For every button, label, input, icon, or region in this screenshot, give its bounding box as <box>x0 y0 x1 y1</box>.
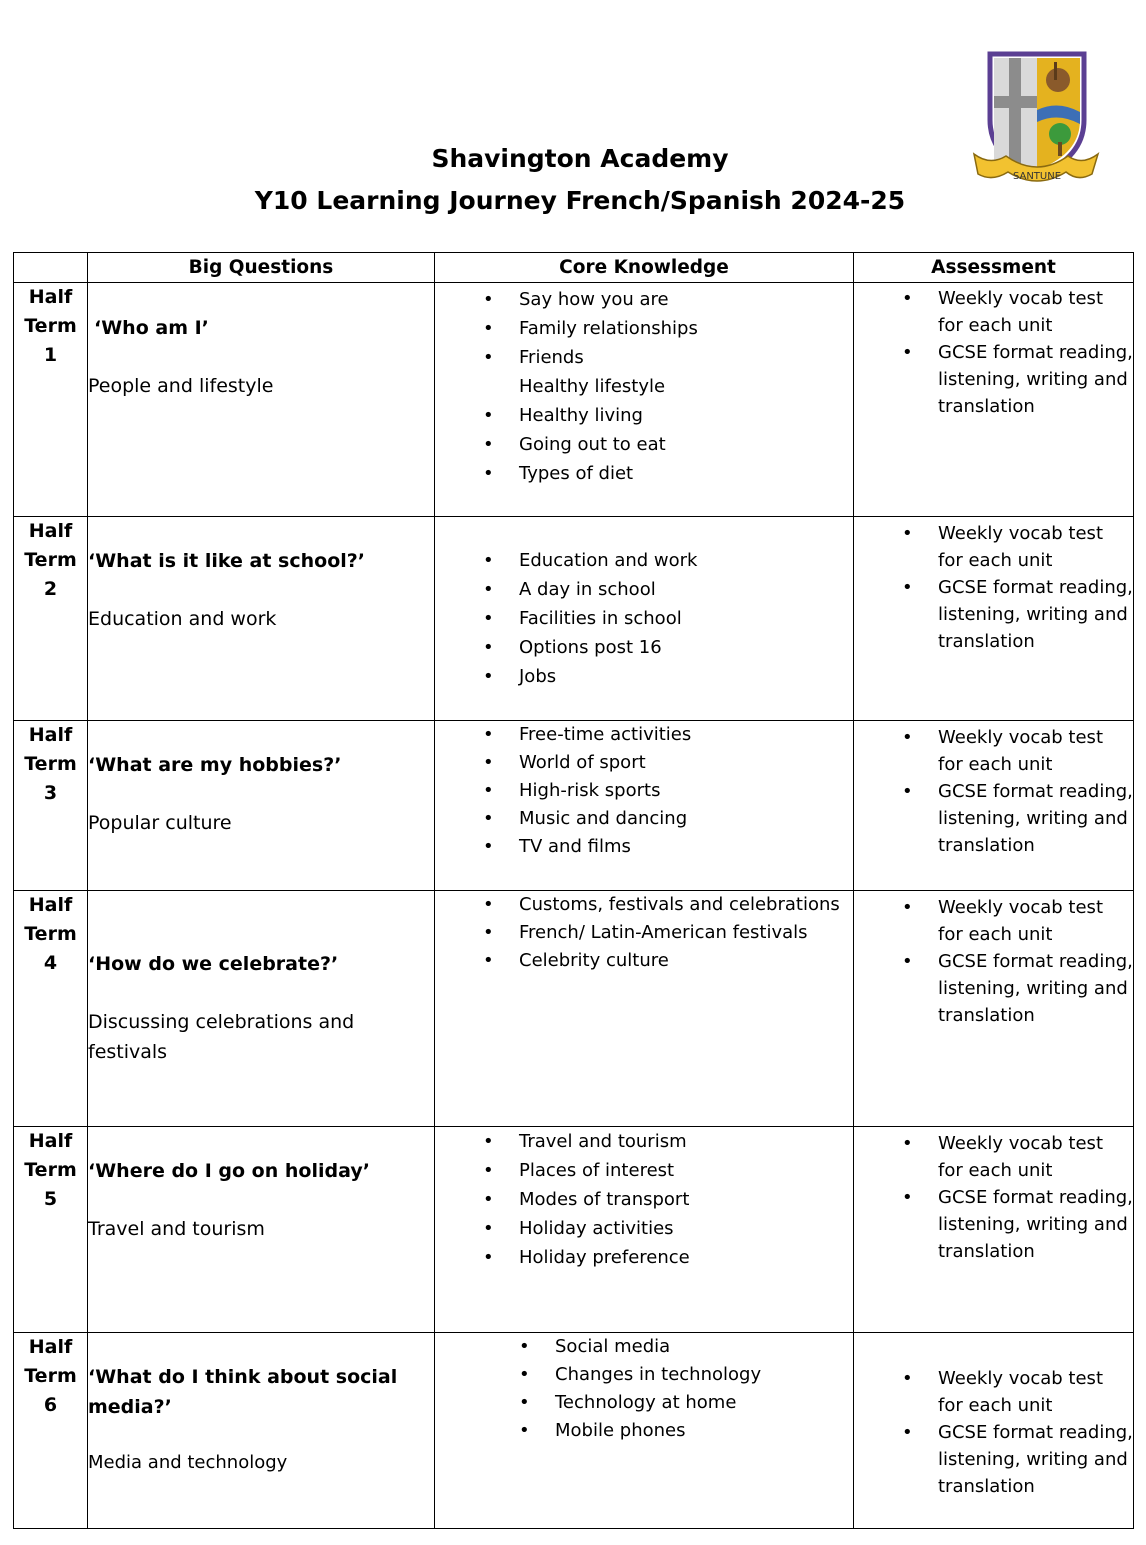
list-item: • Weekly vocab test for each unit <box>854 1365 1133 1419</box>
topic: People and lifestyle <box>88 375 274 397</box>
list-item: • Holiday preference <box>435 1243 853 1272</box>
list-item: • GCSE format reading, listening, writing and translation <box>854 778 1133 859</box>
list-item: • Healthy living <box>435 401 853 430</box>
half-term-label: Half Term 6 <box>14 1333 88 1529</box>
list-item: • Say how you are <box>435 285 853 314</box>
big-question-cell <box>88 1333 435 1529</box>
table-row <box>14 891 1134 1127</box>
crest-motto: SANTUNE <box>1012 171 1062 182</box>
list-item: • Weekly vocab test for each unit <box>854 1130 1133 1184</box>
list-item: • Weekly vocab test for each unit <box>854 520 1133 574</box>
big-question: ‘How do we celebrate?’ <box>88 953 339 975</box>
table-row <box>14 517 1134 721</box>
list-item: • Weekly vocab test for each unit <box>854 285 1133 339</box>
list-item: • Jobs <box>435 662 853 691</box>
list-item: • Family relationships <box>435 314 853 343</box>
list-item: • French/ Latin-American festivals <box>435 919 853 947</box>
header-core-knowledge: Core Knowledge <box>435 253 854 283</box>
list-item: • GCSE format reading, listening, writing and translation <box>854 948 1133 1029</box>
list-item: • Free-time activities <box>435 721 853 749</box>
core-knowledge-cell <box>435 283 854 517</box>
list-item: • Social media <box>435 1333 853 1361</box>
topic: Media and technology <box>88 1452 288 1473</box>
page-title <box>0 138 1146 222</box>
big-question-cell <box>88 1127 435 1333</box>
list-item: • Technology at home <box>435 1389 853 1417</box>
header-empty <box>14 253 88 283</box>
list-item: • Changes in technology <box>435 1361 853 1389</box>
half-term-label: Half Term 3 <box>14 721 88 891</box>
list-item: • High-risk sports <box>435 777 853 805</box>
assessment-cell <box>854 517 1134 721</box>
list-item: • Facilities in school <box>435 604 853 633</box>
table-row <box>14 721 1134 891</box>
big-question-cell <box>88 283 435 517</box>
list-item: • Celebrity culture <box>435 947 853 975</box>
half-term-label: Half Term 4 <box>14 891 88 1127</box>
list-item: Healthy lifestyle <box>519 376 666 397</box>
big-question-cell <box>88 517 435 721</box>
half-term-label: Half Term 2 <box>14 517 88 721</box>
topic: Discussing celebrations and festivals <box>88 1011 355 1063</box>
big-question: ‘What are my hobbies?’ <box>88 754 342 776</box>
list-item: • Types of diet <box>435 459 853 488</box>
list-item: • World of sport <box>435 749 853 777</box>
topic: Popular culture <box>88 812 232 834</box>
table-row <box>14 1127 1134 1333</box>
core-knowledge-cell <box>435 721 854 891</box>
topic: Education and work <box>88 608 277 630</box>
list-item: • GCSE format reading, listening, writing and translation <box>854 339 1133 420</box>
list-item: • GCSE format reading, listening, writing and translation <box>854 1419 1133 1500</box>
list-item: • Friends <box>435 343 853 372</box>
table-row <box>14 1333 1134 1529</box>
core-knowledge-cell <box>435 1127 854 1333</box>
list-item: • Modes of transport <box>435 1185 853 1214</box>
assessment-cell <box>854 891 1134 1127</box>
learning-journey-table <box>13 252 1134 1529</box>
list-item: • TV and films <box>435 833 853 861</box>
list-item: • Going out to eat <box>435 430 853 459</box>
document-title: Y10 Learning Journey French/Spanish 2024-25 <box>254 186 906 215</box>
core-knowledge-cell <box>435 891 854 1127</box>
header-assessment: Assessment <box>854 253 1134 283</box>
list-item: • Music and dancing <box>435 805 853 833</box>
assessment-cell <box>854 1333 1134 1529</box>
half-term-label: Half Term 5 <box>14 1127 88 1333</box>
list-item: • Travel and tourism <box>435 1127 853 1156</box>
list-item: • Education and work <box>435 546 853 575</box>
list-item: • Holiday activities <box>435 1214 853 1243</box>
list-item: • Mobile phones <box>435 1417 853 1445</box>
list-item: • Customs, festivals and celebrations <box>435 891 853 919</box>
big-question: ‘Where do I go on holiday’ <box>88 1160 370 1182</box>
list-item: • A day in school <box>435 575 853 604</box>
big-question: ‘What is it like at school?’ <box>88 550 365 572</box>
half-term-label: Half Term 1 <box>14 283 88 517</box>
core-knowledge-cell <box>435 1333 854 1529</box>
assessment-cell <box>854 1127 1134 1333</box>
core-knowledge-cell <box>435 517 854 721</box>
big-question: ‘What do I think about social media?’ <box>88 1366 398 1418</box>
list-item: • GCSE format reading, listening, writing and translation <box>854 1184 1133 1265</box>
big-question-cell <box>88 891 435 1127</box>
list-item: • Options post 16 <box>435 633 853 662</box>
assessment-cell <box>854 721 1134 891</box>
table-row <box>14 283 1134 517</box>
list-item: • Weekly vocab test for each unit <box>854 724 1133 778</box>
big-question: ‘Who am I’ <box>94 317 209 339</box>
header-big-questions: Big Questions <box>88 253 435 283</box>
assessment-cell <box>854 283 1134 517</box>
big-question-cell <box>88 721 435 891</box>
topic: Travel and tourism <box>88 1218 265 1240</box>
list-item: • Places of interest <box>435 1156 853 1185</box>
table-header-row <box>14 253 1134 283</box>
list-item: • GCSE format reading, listening, writing and translation <box>854 574 1133 655</box>
school-name: Shavington Academy <box>431 144 729 173</box>
list-item: • Weekly vocab test for each unit <box>854 894 1133 948</box>
